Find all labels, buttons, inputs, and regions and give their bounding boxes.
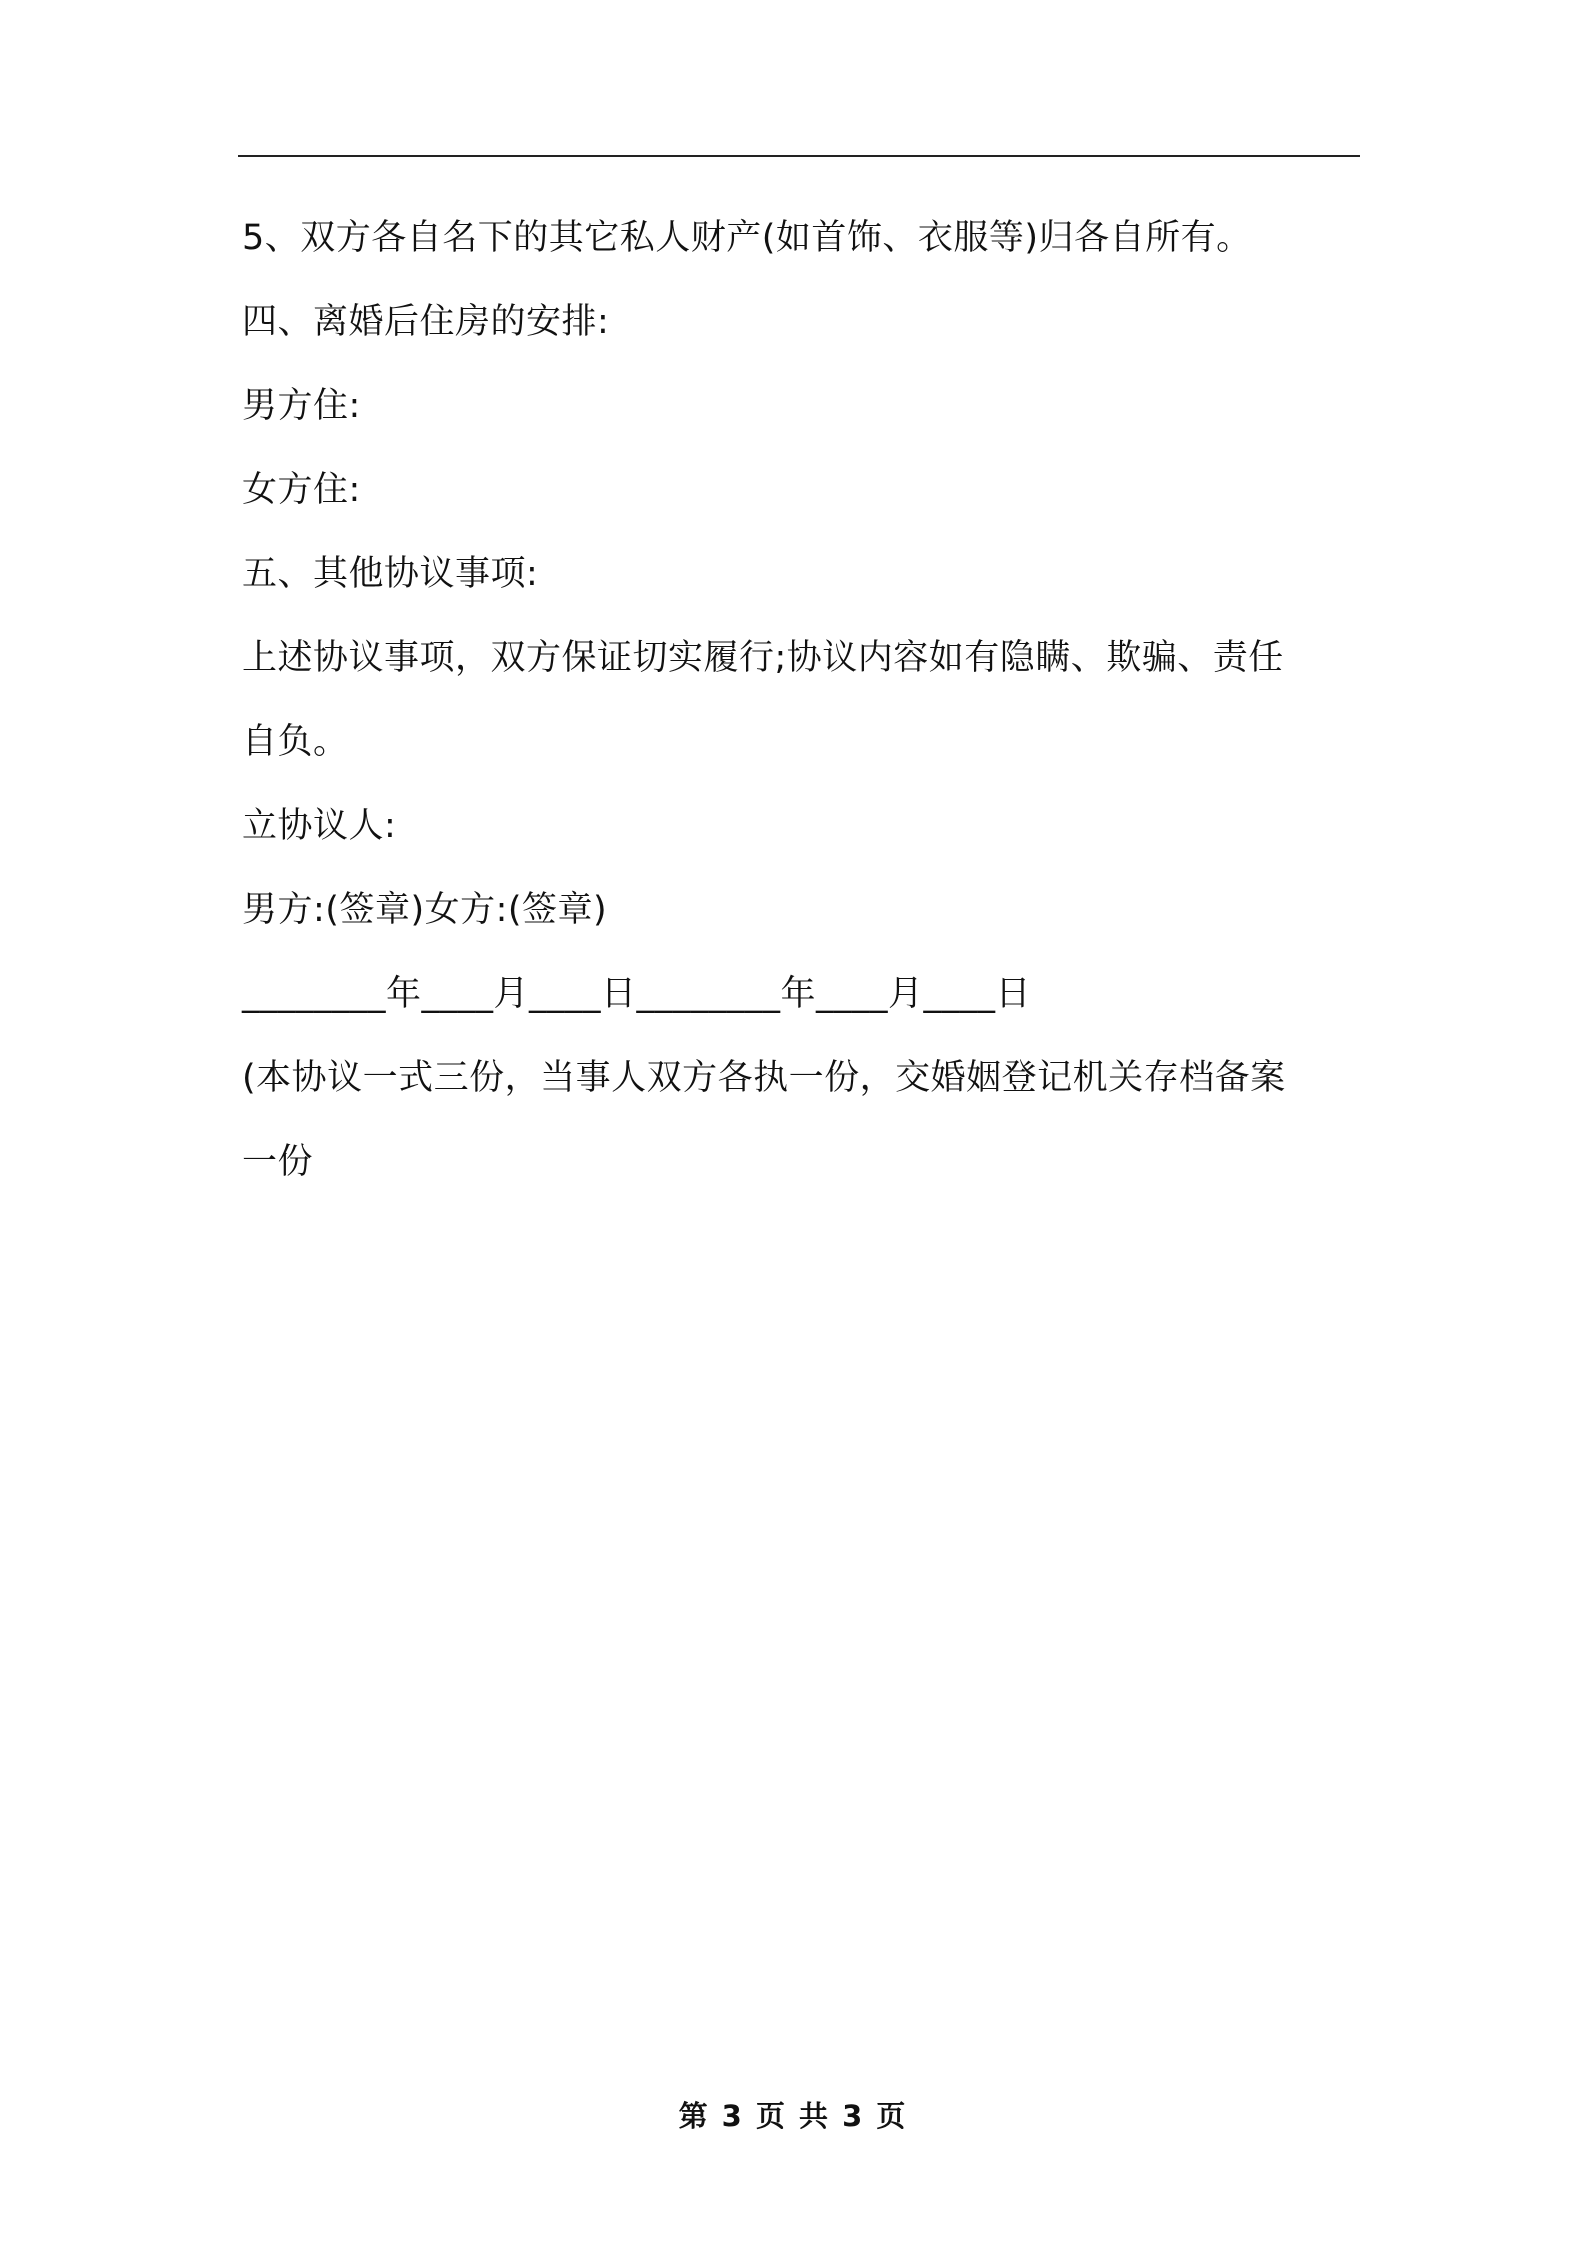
clause-performance-line-1: 上述协议事项，双方保证切实履行;协议内容如有隐瞒、欺骗、责任 <box>242 638 1284 678</box>
copies-note-line-2: 一份 <box>242 1142 314 1182</box>
male-residence-line: 男方住: <box>242 386 361 426</box>
signature-line: 男方:(签章)女方:(签章) <box>242 890 608 930</box>
clause-personal-property: 5、双方各自名下的其它私人财产(如首饰、衣服等)归各自所有。 <box>242 218 1252 258</box>
header-rule <box>238 155 1360 157</box>
page-number: 第 3 页 共 3 页 <box>678 2099 908 2133</box>
date-line: ________年____月____日________年____月____日 <box>242 974 1032 1014</box>
clause-performance-line-2: 自负。 <box>242 722 349 762</box>
section-other-matters-heading: 五、其他协议事项: <box>242 554 539 594</box>
section-housing-heading: 四、离婚后住房的安排: <box>242 302 610 342</box>
document-body <box>242 196 1362 1204</box>
copies-note-line-1: (本协议一式三份，当事人双方各执一份，交婚姻登记机关存档备案 <box>242 1058 1286 1098</box>
female-residence-line: 女方住: <box>242 470 361 510</box>
signatories-label: 立协议人: <box>242 806 397 846</box>
